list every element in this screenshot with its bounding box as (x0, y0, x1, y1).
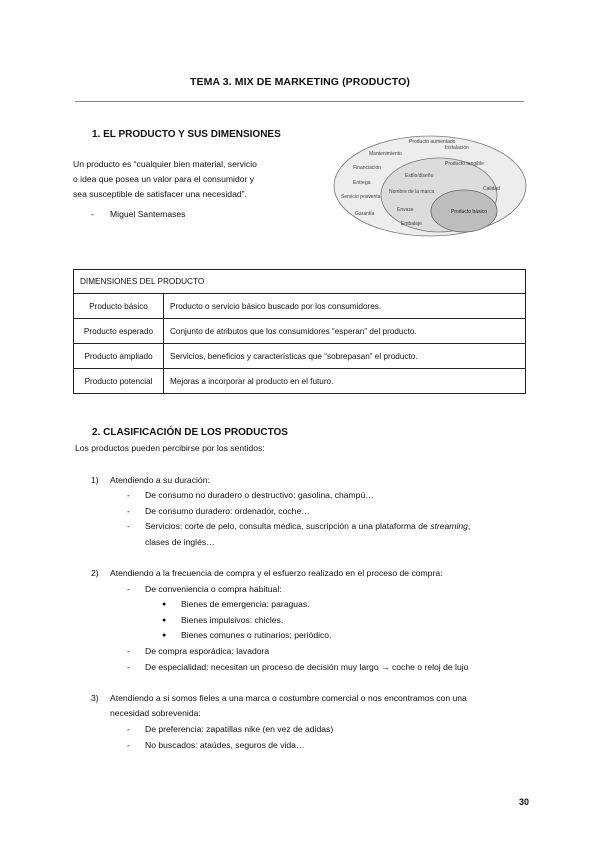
sub-item: De especialidad: necesitan un proceso de decisión muy largo → coche o reloj de lujo (145, 662, 469, 672)
dimension-desc: Servicios, beneficios y características que “sobrepasan” el producto. (164, 344, 526, 369)
sub-item-text: Servicios: corte de pelo, consulta médica, suscripción a una plataforma de (145, 521, 431, 531)
definition-quote (73, 157, 257, 202)
list-item: Atendiendo a si somos fieles a una marca o costumbre comercial o nos encontramos con una (110, 693, 467, 703)
label-embalaje: Embalaje (401, 221, 422, 227)
sub-item (145, 519, 470, 534)
label-producto-tangible: Producto tangible (445, 161, 484, 167)
section2-heading: 2. CLASIFICACIÓN DE LOS PRODUCTOS (92, 427, 288, 438)
quote-line: o idea que posea un valor para el consumidor y (73, 174, 255, 184)
sub-item: De preferencia: zapatillas nike (en vez de adidas) (145, 724, 334, 734)
bullet-item: Bienes de emergencia: paraguas. (181, 599, 310, 609)
quote-line: Un producto es “cualquier bien material, servicio (73, 159, 257, 169)
dimension-name: Producto potencial (74, 369, 164, 394)
sub-item: De consumo no duradero o destructivo: gasolina, champú… (145, 490, 374, 500)
dimension-name: Producto básico (74, 294, 164, 319)
table-row (74, 319, 526, 344)
sub-item: De compra esporádica: lavadora (145, 646, 270, 656)
table-row (74, 294, 526, 319)
label-calidad: Calidad (483, 186, 500, 192)
dash: - (127, 521, 130, 531)
dash: - (127, 584, 130, 594)
page-title: TEMA 3. MIX DE MARKETING (PRODUCTO) (190, 76, 410, 88)
dash: - (127, 646, 130, 656)
label-estilo-diseno: Estilo/diseño (405, 173, 434, 179)
sub-item-cont: clases de inglés… (145, 537, 215, 547)
table-row (74, 369, 526, 394)
list-number: 2) (91, 568, 99, 578)
dimension-desc: Conjunto de atributos que los consumidores “esperan” del producto. (164, 319, 526, 344)
dash: - (127, 662, 130, 672)
label-producto-aumentado: Producto aumentado (409, 139, 456, 145)
bullet-icon: ● (162, 601, 167, 608)
sub-item: No buscados: ataúdes, seguros de vida… (145, 740, 305, 750)
list-item: Atendiendo a su duración: (110, 475, 210, 485)
sub-item: De conveniencia o compra habitual: (145, 584, 282, 594)
label-servicio-posventa: Servicio posventa (341, 194, 381, 200)
dimension-name: Producto ampliado (74, 344, 164, 369)
table-header-row (74, 270, 526, 294)
label-mantenimiento: Mantenimiento (369, 151, 402, 157)
author-dash: - (91, 209, 94, 219)
list-number: 3) (91, 693, 99, 703)
dimension-desc: Producto o servicio básico buscado por los consumidores. (164, 294, 526, 319)
bullet-icon: ● (162, 617, 167, 624)
sub-item-comma: , (467, 521, 471, 531)
dash: - (127, 506, 130, 516)
label-instalacion: Instalación (445, 145, 469, 151)
quote-line: sea susceptible de satisfacer una necesidad”. (73, 189, 247, 199)
dimension-name: Producto esperado (74, 319, 164, 344)
list-item-cont: necesidad sobrevenida: (110, 708, 201, 718)
table-header: DIMENSIONES DEL PRODUCTO (74, 270, 526, 294)
label-nombre-marca: Nombre de la marca (389, 189, 435, 195)
bullet-icon: ● (162, 632, 167, 639)
label-garantia: Garantía (355, 211, 375, 217)
list-item: Atendiendo a la frecuencia de compra y el esfuerzo realizado en el proceso de compra: (110, 568, 443, 578)
streaming-term: streaming (430, 521, 468, 531)
dimension-desc: Mejoras a incorporar al producto en el futuro. (164, 369, 526, 394)
label-envase: Envase (397, 207, 414, 213)
sub-item: De consumo duradero: ordenador, coche… (145, 506, 310, 516)
dash: - (127, 724, 130, 734)
dash: - (127, 740, 130, 750)
quote-author: Miguel Santemases (110, 209, 186, 219)
page-number: 30 (518, 797, 529, 807)
label-financiacion: Financiación (353, 165, 382, 171)
label-entrega: Entrega (353, 180, 371, 186)
title-divider (75, 101, 524, 102)
bullet-item: Bienes comunes o rutinarios: periódico. (181, 630, 332, 640)
table-row (74, 344, 526, 369)
dash: - (127, 490, 130, 500)
product-levels-diagram (333, 135, 528, 237)
bullet-item: Bienes impulsivos: chicles. (181, 615, 284, 625)
dimensions-table (73, 269, 526, 394)
section2-intro: Los productos pueden percibirse por los sentidos: (75, 443, 265, 453)
label-producto-basico: Producto básico (451, 209, 487, 215)
list-number: 1) (91, 475, 99, 485)
section1-heading: 1. EL PRODUCTO Y SUS DIMENSIONES (92, 129, 281, 140)
